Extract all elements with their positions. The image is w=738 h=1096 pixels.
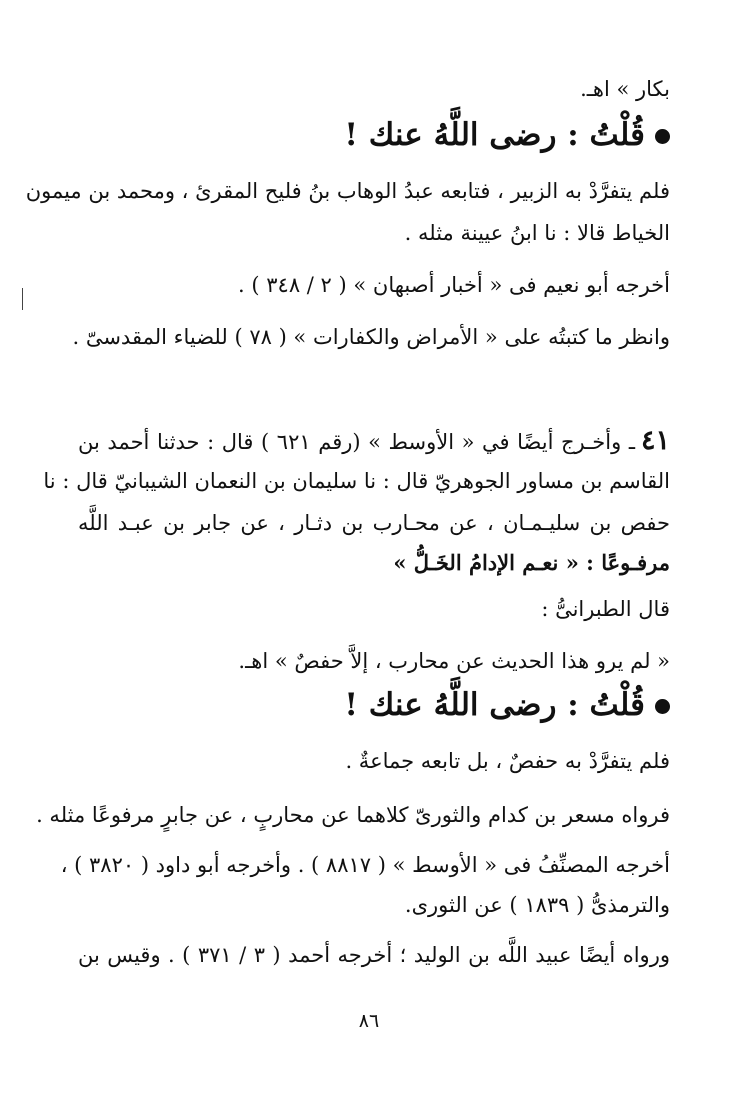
section-heading-1 [344,112,670,158]
text-line-17: أخرجه المصنِّفُ فى « الأوسط » ( ٨٨١٧ ) . وأخرجه أبو داود ( ٣٨٢٠ ) ، [60,853,670,877]
text-line-11: قال الطبرانىُّ : [541,597,670,621]
text-line-18: والترمذىُّ ( ١٨٣٩ ) عن الثورى. [404,893,670,917]
text-line-8: القاسم بن مساور الجوهريّ قال : نا سليمان بن النعمان الشيبانيّ قال : نا [43,469,670,493]
text-line-19: ورواه أيضًا عبيد اللَّه بن الوليد ؛ أخرجه أحمد ( ٣ / ٣٧١ ) . وقيس بن [78,943,670,967]
heading-text: قُلْتُ : رضى اللَّهُ عنك ! [344,117,645,153]
quote-line: « لم يرو هذا الحديث عن محارب ، إلاَّ حفصٌ » اهـ. [238,649,670,673]
hadith-text: ـ وأخـرج أيضًا في « الأوسط » (رقم ٦٢١ ) قال : حدثنا أحمد بن [78,430,635,454]
margin-mark [22,288,23,310]
hadith-number: ٤١ [640,425,670,456]
text-line-15: فلم يتفرَّدْ به حفصٌ ، بل تابعه جماعةٌ . [345,749,670,773]
text-line-4: الخياط قالا : نا ابنُ عيينة مثله . [404,221,670,245]
text-line-6: وانظر ما كتبتُه على « الأمراض والكفارات » ( ٧٨ ) للضياء المقدسىّ . [72,325,670,349]
heading-text: قُلْتُ : رضى اللَّهُ عنك ! [344,687,645,723]
text-line-3: فلم يتفرَّدْ به الزبير ، فتابعه عبدُ الوهاب بنُ فليح المقرئ ، ومحمد بن ميمون [25,179,670,203]
text-line-9: حفص بن سليـمـان ، عن محـارب بن دثـار ، عن جابر بن عبـد اللَّه [78,511,670,535]
text-line-16: فرواه مسعر بن كدام والثورىّ كلاهما عن محاربٍ ، عن جابرٍ مرفوعًا مثله . [36,803,670,827]
text-line-1: بكار » اهـ. [580,77,670,101]
hadith-41-line-1 [78,424,670,459]
bullet-icon [655,129,670,144]
section-heading-2 [344,682,670,728]
page-number: ٨٦ [358,1010,380,1032]
bullet-icon [655,699,670,714]
text-line-10: مرفـوعًا : « نعـم الإدامُ الخَـلُّ » [393,550,670,575]
text-line-5: أخرجه أبو نعيم فى « أخبار أصبهان » ( ٢ / ٣٤٨ ) . [238,273,670,297]
